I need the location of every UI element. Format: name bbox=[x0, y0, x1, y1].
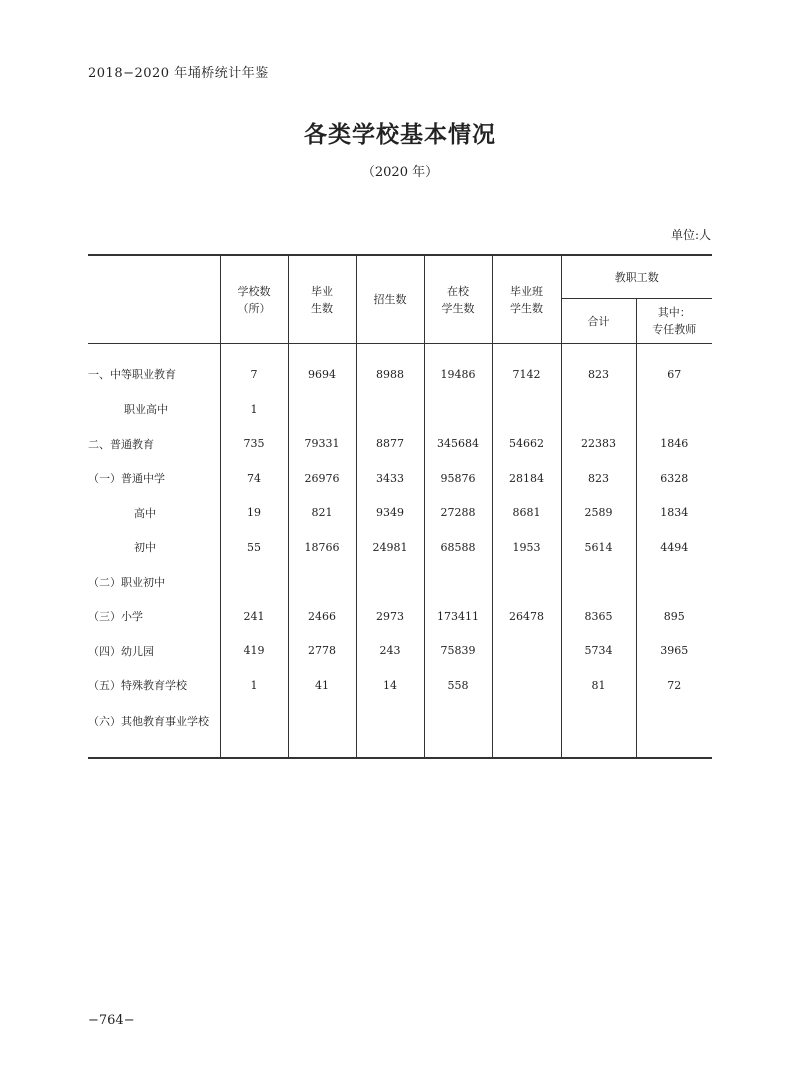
cell-staff-teachers: 1846 bbox=[636, 427, 712, 462]
cell-enrollment bbox=[356, 565, 424, 600]
cell-graduating-class bbox=[492, 565, 561, 600]
cell-enrollment bbox=[356, 703, 424, 758]
header-graduates-line1: 毕业 bbox=[311, 284, 333, 298]
cell-staff-total: 81 bbox=[561, 668, 636, 703]
row-label: 高中 bbox=[134, 506, 156, 520]
cell-staff-total: 5734 bbox=[561, 634, 636, 669]
cell-graduating-class bbox=[492, 634, 561, 669]
cell-graduating-class bbox=[492, 703, 561, 758]
cell-in-school: 95876 bbox=[424, 461, 492, 496]
cell-in-school: 27288 bbox=[424, 496, 492, 531]
cell-enrollment: 3433 bbox=[356, 461, 424, 496]
cell-graduating-class: 26478 bbox=[492, 599, 561, 634]
cell-graduates: 79331 bbox=[288, 427, 356, 462]
cell-graduates: 2466 bbox=[288, 599, 356, 634]
page-subtitle: （2020 年） bbox=[361, 165, 439, 180]
running-header: 2018−2020 年埇桥统计年鉴 bbox=[88, 66, 269, 81]
cell-schools: 735 bbox=[220, 427, 288, 462]
cell-graduates: 2778 bbox=[288, 634, 356, 669]
cell-enrollment: 2973 bbox=[356, 599, 424, 634]
cell-graduating-class: 28184 bbox=[492, 461, 561, 496]
cell-enrollment: 8877 bbox=[356, 427, 424, 462]
table-row bbox=[88, 599, 712, 634]
header-in-school-line2: 学生数 bbox=[441, 301, 475, 315]
row-label: 二、普通教育 bbox=[88, 437, 154, 451]
cell-in-school bbox=[424, 392, 492, 427]
cell-schools: 1 bbox=[220, 668, 288, 703]
table-row bbox=[88, 634, 712, 669]
table-row bbox=[88, 427, 712, 462]
header-graduates bbox=[288, 255, 356, 344]
cell-schools: 55 bbox=[220, 530, 288, 565]
cell-in-school: 173411 bbox=[424, 599, 492, 634]
cell-staff-teachers: 6328 bbox=[636, 461, 712, 496]
cell-in-school bbox=[424, 703, 492, 758]
cell-staff-total: 823 bbox=[561, 344, 636, 393]
cell-schools: 419 bbox=[220, 634, 288, 669]
cell-enrollment: 9349 bbox=[356, 496, 424, 531]
cell-schools: 241 bbox=[220, 599, 288, 634]
header-staff-teachers-line2: 专任教师 bbox=[652, 323, 697, 336]
row-label: （六）其他教育事业学校 bbox=[88, 703, 220, 758]
header-in-school-line1: 在校 bbox=[447, 284, 469, 298]
row-label: （一）普通中学 bbox=[88, 472, 165, 486]
cell-staff-total bbox=[561, 392, 636, 427]
header-enrollment: 招生数 bbox=[356, 255, 424, 344]
cell-staff-teachers: 72 bbox=[636, 668, 712, 703]
table-row bbox=[88, 565, 712, 600]
header-staff-group: 教职工数 bbox=[561, 255, 712, 299]
row-label: 职业高中 bbox=[124, 403, 168, 417]
cell-in-school: 345684 bbox=[424, 427, 492, 462]
table-row bbox=[88, 703, 712, 758]
cell-graduating-class: 54662 bbox=[492, 427, 561, 462]
table-row bbox=[88, 344, 712, 393]
cell-graduates: 821 bbox=[288, 496, 356, 531]
header-schools bbox=[220, 255, 288, 344]
cell-enrollment: 243 bbox=[356, 634, 424, 669]
cell-schools bbox=[220, 565, 288, 600]
cell-staff-total bbox=[561, 703, 636, 758]
cell-in-school bbox=[424, 565, 492, 600]
cell-enrollment: 24981 bbox=[356, 530, 424, 565]
cell-graduates bbox=[288, 703, 356, 758]
table-row bbox=[88, 496, 712, 531]
cell-graduates bbox=[288, 392, 356, 427]
cell-enrollment bbox=[356, 392, 424, 427]
header-graduating-class-line2: 学生数 bbox=[510, 301, 543, 315]
header-staff-total: 合计 bbox=[561, 299, 636, 344]
header-graduates-line2: 生数 bbox=[311, 301, 333, 315]
row-label: （五）特殊教育学校 bbox=[88, 679, 187, 693]
cell-schools bbox=[220, 703, 288, 758]
cell-schools: 7 bbox=[220, 344, 288, 393]
cell-staff-total: 22383 bbox=[561, 427, 636, 462]
cell-staff-total bbox=[561, 565, 636, 600]
page-title: 各类学校基本情况 bbox=[304, 121, 496, 148]
table-row bbox=[88, 392, 712, 427]
table-row bbox=[88, 461, 712, 496]
row-label: 一、中等职业教育 bbox=[88, 368, 176, 381]
cell-schools: 1 bbox=[220, 392, 288, 427]
cell-staff-teachers bbox=[636, 392, 712, 427]
cell-enrollment: 8988 bbox=[356, 344, 424, 393]
cell-graduates: 18766 bbox=[288, 530, 356, 565]
table-row bbox=[88, 668, 712, 703]
header-in-school bbox=[424, 255, 492, 344]
cell-staff-total: 8365 bbox=[561, 599, 636, 634]
school-statistics-table bbox=[88, 254, 712, 759]
cell-enrollment: 14 bbox=[356, 668, 424, 703]
cell-staff-teachers bbox=[636, 565, 712, 600]
cell-graduates: 9694 bbox=[288, 344, 356, 393]
cell-in-school: 19486 bbox=[424, 344, 492, 393]
cell-staff-total: 2589 bbox=[561, 496, 636, 531]
header-schools-line1: 学校数 bbox=[237, 284, 271, 298]
cell-graduates: 26976 bbox=[288, 461, 356, 496]
cell-staff-teachers: 1834 bbox=[636, 496, 712, 531]
cell-graduating-class: 8681 bbox=[492, 496, 561, 531]
cell-staff-total: 5614 bbox=[561, 530, 636, 565]
cell-staff-teachers bbox=[636, 703, 712, 758]
cell-staff-teachers: 4494 bbox=[636, 530, 712, 565]
cell-graduating-class: 7142 bbox=[492, 344, 561, 393]
unit-label: 单位:人 bbox=[670, 228, 711, 242]
cell-graduates bbox=[288, 565, 356, 600]
cell-graduates: 41 bbox=[288, 668, 356, 703]
row-label: （三）小学 bbox=[88, 610, 143, 624]
row-label: （二）职业初中 bbox=[88, 575, 165, 589]
cell-schools: 74 bbox=[220, 461, 288, 496]
cell-in-school: 68588 bbox=[424, 530, 492, 565]
header-graduating-class bbox=[492, 255, 561, 344]
table-row bbox=[88, 530, 712, 565]
cell-staff-teachers: 895 bbox=[636, 599, 712, 634]
cell-graduating-class bbox=[492, 392, 561, 427]
cell-graduating-class bbox=[492, 668, 561, 703]
header-category bbox=[88, 255, 220, 344]
cell-staff-teachers: 3965 bbox=[636, 634, 712, 669]
header-staff-teachers bbox=[636, 299, 712, 344]
cell-graduating-class: 1953 bbox=[492, 530, 561, 565]
header-schools-line2: （所） bbox=[237, 301, 271, 315]
cell-in-school: 75839 bbox=[424, 634, 492, 669]
cell-in-school: 558 bbox=[424, 668, 492, 703]
cell-staff-teachers: 67 bbox=[636, 344, 712, 393]
row-label: 初中 bbox=[134, 541, 156, 555]
cell-staff-total: 823 bbox=[561, 461, 636, 496]
header-staff-teachers-line1: 其中： bbox=[657, 306, 691, 319]
header-graduating-class-line1: 毕业班 bbox=[510, 284, 543, 298]
row-label: （四）幼儿园 bbox=[88, 644, 154, 658]
cell-schools: 19 bbox=[220, 496, 288, 531]
page-number: −764− bbox=[88, 1013, 135, 1028]
